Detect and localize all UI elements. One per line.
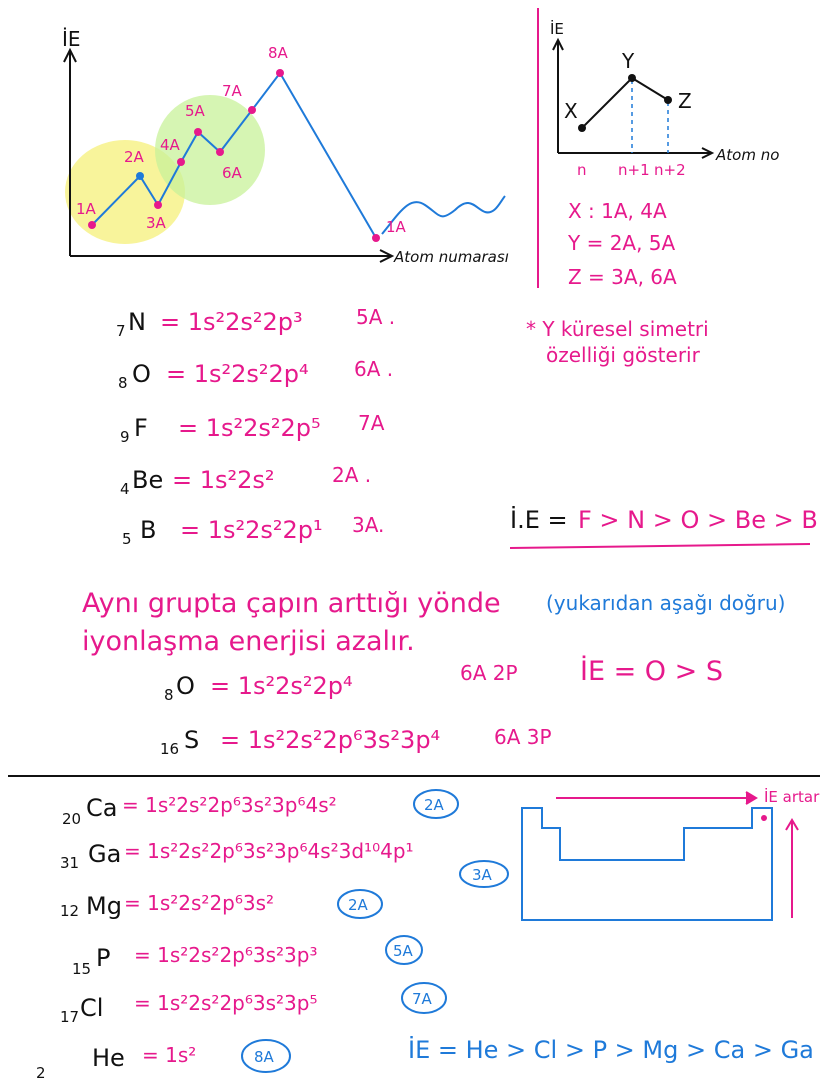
label-6a: 6A — [222, 164, 242, 182]
tick-n2: n+2 — [654, 161, 686, 179]
cfg-ca-el: Ca — [86, 794, 118, 822]
rule-s-group: 6A 3P — [494, 725, 552, 749]
y-axis-label: İE — [62, 27, 81, 51]
cfg-f-grp: 7A — [358, 411, 385, 435]
point-1a-next — [372, 234, 380, 242]
rule-o-el: O — [176, 672, 195, 700]
label-4a: 4A — [160, 136, 180, 154]
periodic-table-sketch — [522, 787, 820, 920]
cfg-b-grp: 3A. — [352, 513, 385, 537]
label-5a: 5A — [185, 102, 205, 120]
cfg-p-el: P — [96, 944, 111, 972]
cfg-n-sub: 7 — [116, 322, 126, 340]
cfg-ga-conf: = 1s²2s²2p⁶3s²3p⁶4s²3d¹⁰4p¹ — [124, 839, 414, 863]
y-axis-2-label: İE — [550, 20, 564, 38]
cfg-o-sub: 8 — [118, 374, 128, 392]
ie-order-top-underline — [510, 544, 810, 548]
cfg-ca-conf: = 1s²2s²2p⁶3s²3p⁶4s² — [122, 793, 337, 817]
cfg-n-conf: = 1s²2s²2p³ — [160, 308, 303, 336]
point-5a — [194, 128, 202, 136]
cfg-b-sub: 5 — [122, 530, 132, 548]
cfg-mg-conf: = 1s²2s²2p⁶3s² — [124, 891, 275, 915]
cfg-ga-el: Ga — [88, 840, 122, 868]
note-line-1: * Y küresel simetri — [526, 317, 709, 341]
point-x — [578, 124, 586, 132]
tick-n1: n+1 — [618, 161, 650, 179]
cfg-ca-grp: 2A — [424, 796, 444, 814]
cfg-cl-sub: 17 — [60, 1008, 80, 1026]
cfg-f-el: F — [134, 414, 148, 442]
rule-section — [82, 588, 785, 758]
cfg-p-grp: 5A — [393, 942, 413, 960]
cfg-o-el: O — [132, 360, 151, 388]
label-y: Y — [622, 49, 635, 73]
rule-line1-blue: (yukarıdan aşağı doğru) — [546, 591, 786, 615]
cfg-be-conf: = 1s²2s² — [172, 466, 275, 494]
cfg-he-el: He — [92, 1044, 125, 1072]
label-2a: 2A — [124, 148, 144, 166]
rule-ie-compare: İE = O > S — [580, 656, 723, 687]
ie-order-bottom: İE = He > Cl > P > Mg > Ca > Ga — [408, 1036, 814, 1064]
rule-line2: iyonlaşma enerjisi azalır. — [82, 626, 415, 657]
cfg-cl-conf: = 1s²2s²2p⁶3s²3p⁵ — [134, 991, 318, 1015]
rule-line1-magenta: Aynı grupta çapın arttığı yönde — [82, 588, 501, 619]
point-1a — [88, 221, 96, 229]
point-7a — [248, 106, 256, 114]
cfg-p-conf: = 1s²2s²2p⁶3s²3p³ — [134, 943, 318, 967]
point-6a — [216, 148, 224, 156]
label-x: X — [564, 99, 578, 123]
cfg-mg-el: Mg — [86, 892, 122, 920]
answer-y: Y = 2A, 5A — [568, 231, 676, 255]
rule-s-sub: 16 — [160, 740, 180, 758]
cfg-p-sub: 15 — [72, 960, 92, 978]
point-y — [628, 74, 636, 82]
label-3a: 3A — [146, 214, 166, 232]
point-3a — [154, 201, 162, 209]
cfg-b-el: B — [140, 516, 157, 544]
label-z: Z — [678, 89, 692, 113]
cfg-o-conf: = 1s²2s²2p⁴ — [166, 360, 309, 388]
point-8a — [276, 69, 284, 77]
point-z — [664, 96, 672, 104]
cfg-be-grp: 2A . — [332, 463, 372, 487]
cfg-be-el: Be — [132, 466, 164, 494]
rule-s-conf: = 1s²2s²2p⁶3s²3p⁴ — [220, 726, 441, 754]
x-axis-label: Atom numarası — [394, 248, 509, 266]
cfg-he-sub: 2 — [36, 1064, 46, 1082]
label-1a: 1A — [76, 200, 96, 218]
cfg-he-conf: = 1s² — [142, 1043, 197, 1067]
cfg-mg-sub: 12 — [60, 902, 80, 920]
cfg-ga-sub: 31 — [60, 854, 80, 872]
cfg-mg-grp: 2A — [348, 896, 368, 914]
ie-order-top-prefix: İ.E = — [510, 506, 568, 534]
graph-ionization-energy — [62, 27, 509, 266]
cfg-be-sub: 4 — [120, 480, 130, 498]
periodic-table-dot — [761, 815, 767, 821]
configs-top — [116, 305, 395, 548]
periodic-table-outline — [522, 808, 772, 920]
cfg-f-sub: 9 — [120, 428, 130, 446]
cfg-he-grp: 8A — [254, 1048, 274, 1066]
graph-xyz — [550, 19, 779, 179]
point-2a — [136, 172, 144, 180]
ie-trend-arrow-horizontal-head — [746, 792, 756, 804]
answer-z: Z = 3A, 6A — [568, 265, 677, 289]
tick-n: n — [577, 161, 587, 179]
ie-order-top-value: F > N > O > Be > B — [578, 506, 818, 534]
cfg-cl-grp: 7A — [412, 990, 432, 1008]
cfg-n-el: N — [128, 308, 146, 336]
rule-o-group: 6A 2P — [460, 661, 518, 685]
cfg-ca-sub: 20 — [62, 810, 82, 828]
cfg-o-grp: 6A . — [354, 357, 394, 381]
graph2-answers — [526, 199, 709, 367]
cfg-f-conf: = 1s²2s²2p⁵ — [178, 414, 321, 442]
rule-o-conf: = 1s²2s²2p⁴ — [210, 672, 353, 700]
answer-x: X : 1A, 4A — [568, 199, 667, 223]
label-1a-next: 1A — [386, 218, 406, 236]
cfg-n-grp: 5A . — [356, 305, 396, 329]
xyz-line — [582, 78, 668, 128]
ie-trend-label: İE artar — [764, 788, 820, 806]
cfg-b-conf: = 1s²2s²2p¹ — [180, 516, 323, 544]
cfg-ga-grp: 3A — [472, 866, 492, 884]
rule-s-el: S — [184, 726, 200, 754]
label-8a: 8A — [268, 44, 288, 62]
point-4a — [177, 158, 185, 166]
note-line-2: özelliği gösterir — [546, 343, 700, 367]
ie-order-top — [510, 505, 818, 548]
x-axis-2-label: Atom no — [716, 146, 780, 164]
cfg-cl-el: Cl — [80, 994, 104, 1022]
label-7a: 7A — [222, 82, 242, 100]
rule-o-sub: 8 — [164, 686, 174, 704]
